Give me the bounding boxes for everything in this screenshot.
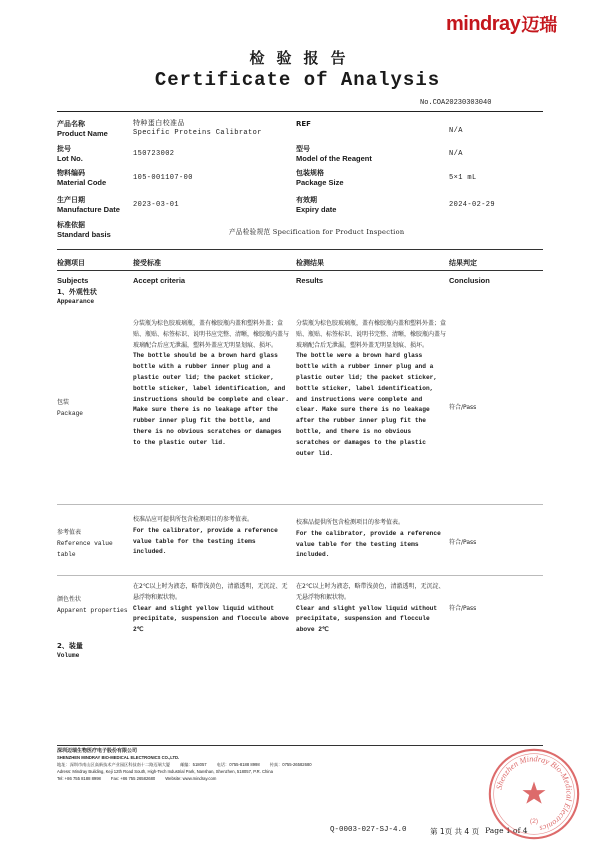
logo-brand-cn: 迈瑞 [521, 15, 558, 36]
product-name-label: 产品名称 Product Name [57, 120, 108, 138]
model-label: 型号 Model of the Reagent [296, 145, 372, 163]
title-en: Certificate of Analysis [154, 69, 441, 91]
row-reference-conclusion: 符合/Pass [449, 539, 477, 546]
model-value: N/A [449, 150, 463, 158]
package-size-label: 包装规格 Package Size [296, 169, 344, 187]
header-divider [57, 111, 543, 112]
material-code-label: 物料编码 Material Code [57, 169, 107, 187]
logo-brand: mindray [446, 12, 521, 35]
row-package-result: 分装瓶为棕色胶玻璃瓶，盖有橡胶瓶内盖和塑料外盖；盒贴、瓶贴、标签标识、说明书完整、清晰，橡胶瓶内盖与玻璃配合后无泄漏，塑料外盖无明显划痕、损坏。 The bottle were a brown hard glass bottle with a rubber inner plug and a plastic outer lid; the packet sticker, bottle sticker, label identification, and instructions were complete and clear. Make sure there is no leakage after the rubber inner plug fit the bottle, and there is no obvious scratches or damages to the plastic outer lid. [296, 320, 447, 457]
row-apparent-criteria: 在2℃以上时为液态，略带浅黄色，清澈透明，无沉淀、无悬浮物和絮状物。 Clear and slight yellow liquid without precipitate, suspension and floccule above 2℃ [133, 583, 289, 634]
row-apparent-result: 在2℃以上时为液态，略带浅黄色，清澈透明，无沉淀、无悬浮物和絮状物。 Clear and slight yellow liquid without precipitate, suspension and floccule above 2℃ [296, 583, 445, 634]
standard-basis-label: 标准依据 Standard basis [57, 221, 111, 239]
row-divider-2 [57, 575, 543, 576]
material-code-value: 105-001107-00 [133, 174, 193, 182]
row-apparent-subject: 颜色性状 Apparent properties [57, 596, 128, 614]
row-package-criteria: 分装瓶为棕色胶玻璃瓶，盖有橡胶瓶内盖和塑料外盖；盒贴、瓶贴、标签标识、说明书应完整、清晰，橡胶瓶内盖与玻璃配合后应无泄漏，塑料外盖应无明显划痕、损坏。 The bottle should be a brown hard glass bottle with a rubber inner plug and a plastic outer lid; the packet sticker, bottle sticker, label identification, and instructions should be complete and clear. Make sure there is no leakage after the rubber inner plug fit the bottle, and there is no obvious scratches or damages to the plastic outer lid. [133, 320, 290, 446]
table-header-divider [57, 270, 543, 271]
col-criteria-header-en: Accept criteria [133, 276, 186, 285]
ref-label: REF [296, 120, 311, 128]
footer-company-en: SHENZHEN MINDRAY BIO-MEDICAL ELECTRONICS CO.,LTD. [57, 755, 180, 760]
page-indicator: 第 1页 共 4 页 Page 1 of 4 [430, 826, 528, 836]
section-appearance: 1、外观性状 Appearance [57, 288, 97, 305]
footer-contact-cn: 地址：深圳市南山区高新技术产业园区科技南十二路迈瑞大厦 邮编：518057 电话：0755-8188 8998 传真：0755-26582680 [57, 762, 312, 767]
title-cn: 检验报告 [249, 49, 358, 67]
svg-text:(2): (2) [529, 817, 539, 825]
row-package-subject: 包装 Package [57, 399, 83, 417]
row-apparent-conclusion: 符合/Pass [449, 605, 477, 612]
row-package-conclusion: 符合/Pass [449, 404, 477, 411]
manufacture-date-value: 2023-03-01 [133, 201, 180, 209]
lot-no-value: 150723002 [133, 150, 175, 158]
expiry-date-label: 有效期 Expiry date [296, 196, 337, 214]
table-top-divider [57, 249, 543, 250]
col-results-header: 检测结果 [296, 259, 324, 267]
footer-company-cn: 深圳迈瑞生物医疗电子股份有限公司 [57, 748, 138, 754]
col-subjects-header: 检测项目 [57, 259, 85, 267]
standard-basis-value: 产品检验规范 Specification for Product Inspection [229, 228, 405, 236]
col-conclusion-header-en: Conclusion [449, 276, 490, 285]
footer-divider [57, 745, 543, 746]
manufacture-date-label: 生产日期 Manufacture Date [57, 196, 120, 214]
company-seal-icon [486, 746, 582, 842]
product-name-value: 特种蛋白校准品 Specific Proteins Calibrator [133, 120, 262, 137]
lot-no-label: 批号 Lot No. [57, 145, 83, 163]
svg-text:Shenzhen Mindray Bio-Medical E: Shenzhen Mindray Bio-Medical Electronics [494, 754, 574, 834]
row-reference-criteria: 校准品应可提供所包含检测项目的参考值表。 For the calibrator, provide a reference value table for the testing items included. [133, 516, 278, 556]
footer-address-en: Adress: Mindray Building, Keji 12th Road South, High-Tech Industrial Park, Nanshan, Shenzhen, 518057, P.R. China [57, 769, 273, 774]
col-criteria-header: 接受标准 [133, 259, 161, 267]
row-reference-result: 校准品提供所包含检测项目的参考值表。 For the calibrator, provide a reference value table for the testing items included. [296, 519, 441, 559]
col-results-header-en: Results [296, 276, 324, 285]
document-code: Q-0003-027-SJ-4.0 [330, 826, 407, 834]
col-conclusion-header: 结果判定 [449, 259, 477, 267]
package-size-value: 5×1 mL [449, 174, 477, 182]
section-volume: 2、装量 Volume [57, 642, 83, 659]
footer-contact-en: Tel: +86 755 8188 8998 Fax: +86 755 26582680 Website: www.mindray.com [57, 776, 217, 781]
certificate-number: No.COA20230303040 [420, 99, 492, 107]
col-subjects-header-en: Subjects [57, 276, 89, 285]
row-reference-subject: 参考值表 Reference value table [57, 529, 113, 558]
ref-value: N/A [449, 127, 463, 135]
row-divider-1 [57, 504, 543, 505]
mindray-logo [446, 11, 557, 37]
expiry-date-value: 2024-02-29 [449, 201, 496, 209]
